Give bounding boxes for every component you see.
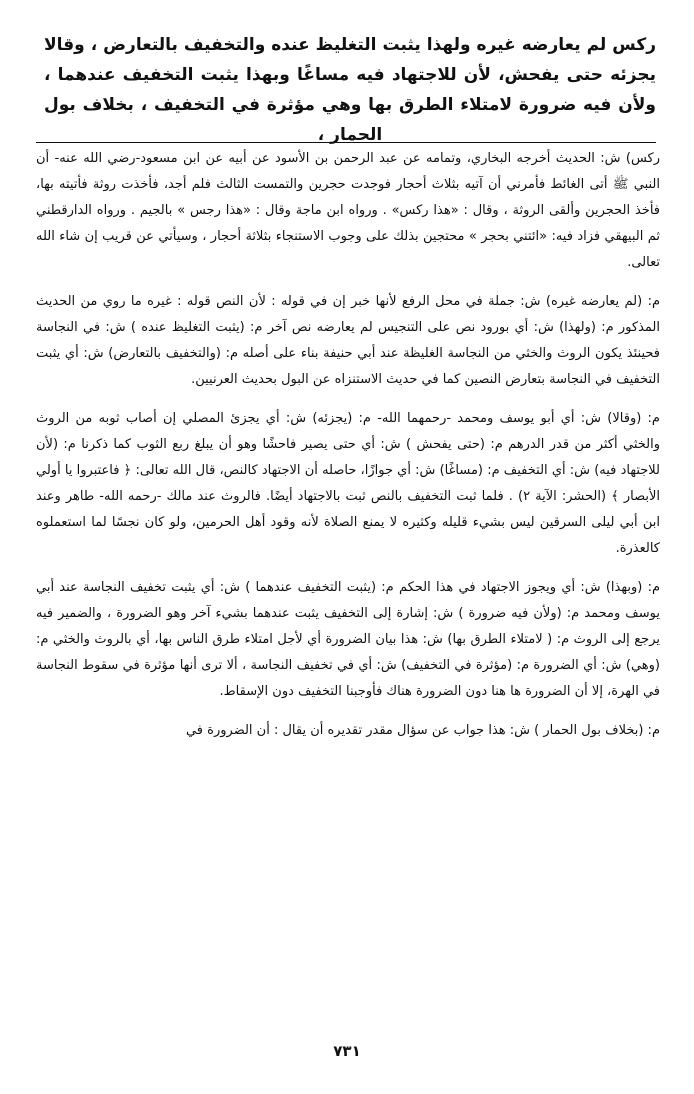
sharh-paragraph-5: م: (بخلاف بول الحمار ) ش: هذا جواب عن سؤال مقدر تقديره أن يقال : أن الضرورة في xyxy=(185,723,660,738)
divider-line xyxy=(36,142,656,143)
page-number: ٧٣١ xyxy=(333,1042,361,1060)
sharh-paragraph-4: م: (وبهذا) ش: أي ويجوز الاجتهاد في هذا الحكم م: (يثبت التخفيف عندهما ) ش: أي يثبت تخفيف النجاسة عند أبي يوسف ومحمد م: (ولأن فيه ضرورة ) ش: إشارة إلى التخفيف يثبت عندهما بشيء آخر وهو الضرورة ، والضمير فيه يرجع إلى الروث م: ( لامتلاء الطرق بها) ش: هذا بيان الضرورة أي لأجل امتلاء طرق الناس بها، أي بالروث والخثي م: (وهي) ش: أي الضرورة م: (مؤثرة في التخفيف) ش: أي في تخفيف النجاسة ، ألا ترى أنها مؤثرة في سقوط النجاسة في الهرة، إلا أن الضرورة ها هنا دون الضرورة هناك فأوجبنا التخفيف دون الإسقاط. xyxy=(36,580,660,699)
sharh-paragraph-2: م: (لم يعارضه غيره) ش: جملة في محل الرفع لأنها خبر إن في قوله : لأن النص قوله : غيره ما روي من الحديث المذكور م: (ولهذا) ش: أي بورود نص على التنجيس لم يعارضه نص آخر م: (يثبت التغليظ عنده ) ش: في النجاسة فحينئذ يكون الروث والخثي من النجاسة الغليظة عند أبي حنيفة بناء على أصله م: (والتخفيف بالتعارض) ش: أي يثبت التخفيف في النجاسة بتعارض النصين كما في حديث الاستنزاه عن البول بحديث العرنيين. xyxy=(36,294,660,387)
sharh-commentary xyxy=(36,146,660,757)
matn-text: ركس لم يعارضه غيره ولهذا يثبت التغليظ عنده والتخفيف بالتعارض ، وقالا يجزئه حتى يفحش، لأن للاجتهاد فيه مساغًا وبهذا يثبت التخفيف عندهما ، ولأن فيه ضرورة لامتلاء الطرق بها وهي مؤثرة في التخفيف ، بخلاف بول الحمار ، xyxy=(44,35,656,145)
sharh-paragraph-3: م: (وقالا) ش: أي أبو يوسف ومحمد -رحمهما الله- م: (يجزئه) ش: أي يجزئ المصلي إن أصاب ثوبه من الروث والخثي أكثر من قدر الدرهم م: (حتى يفحش ) ش: أي حتى يصير فاحشًا وهو أن يبلغ ربع الثوب كما ذكرنا م: (لأن للاجتهاد فيه) ش: أي التخفيف م: (مساغًا) ش: أي جوازًا، حاصله أن الاجتهاد كالنص، قال الله تعالى: ﴿ فاعتبروا يا أولي الأبصار ﴾ (الحشر: الآية ٢) . فلما ثبت التخفيف بالنص ثبت بالاجتهاد أيضًا. فالروث عند مالك -رحمه الله- طاهر وعند ابن أبي ليلى السرقين ليس بشيء قليله وكثيره لا يمنع الصلاة لأنه وقود أهل الحرمين، ولو كان نجسًا لما استعملوه كالعذرة. xyxy=(36,411,660,556)
sharh-paragraph-1: ركس) ش: الحديث أخرجه البخاري، وتمامه عن عبد الرحمن بن الأسود عن أبيه عن ابن مسعود-رضي الله عنه- أن النبي ﷺ أتى الغائط فأمرني أن آتيه بثلاث أحجار فوجدت حجرين والتمست الثالث فلم أجد، فأخذت روثة فأتيته بها، فأخذ الحجرين وألقى الروثة ، وقال : «هذا ركس» . ورواه ابن ماجة وقال : «هذا رجس » بالجيم . ورواه الدارقطني ثم البيهقي فزاد فيه: «ائتني بحجر » محتجين بذلك على وجوب الاستنجاء بثلاثة أحجار ، وسيأتي عن قريب إن شاء الله تعالى. xyxy=(36,151,660,270)
